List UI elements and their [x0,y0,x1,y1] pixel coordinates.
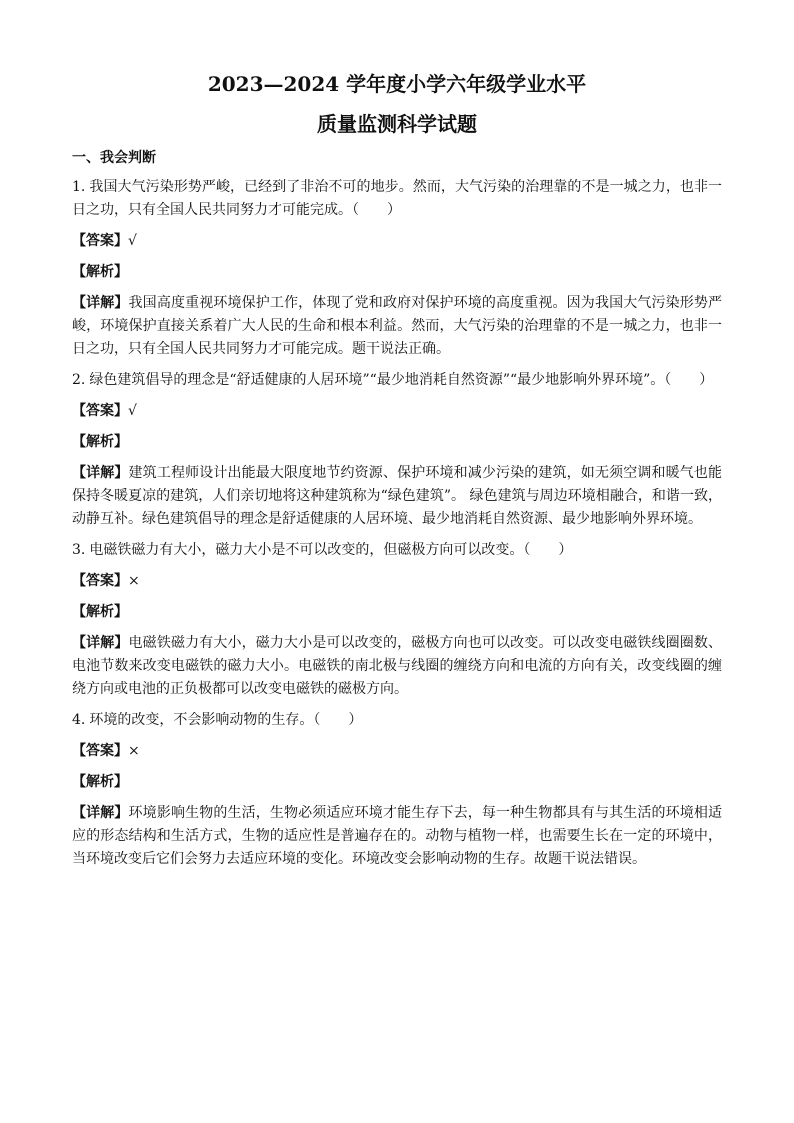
answer-row [72,400,722,423]
question-number: 1. [72,179,86,195]
answer-value: √ [128,403,137,419]
document-content [72,147,722,879]
answer-value: √ [128,233,137,249]
question-block-2 [72,369,722,531]
document-title-line1: 2023—2024 学年度小学六年级学业水平 [207,72,587,96]
answer-label: 【答案】 [72,743,128,759]
document-title-line2: 质量监测科学试题 [317,112,477,136]
detail-row [72,802,722,871]
answer-label: 【答案】 [72,403,128,419]
answer-row [72,740,722,763]
section-heading: 一、我会判断 [72,150,156,166]
analysis-row [72,261,722,284]
detail-label: 【详解】 [72,805,129,821]
question-text: 我国大气污染形势严峻，已经到了非治不可的地步。然而，大气污染的治理靠的不是一城之力，也非一日之功，只有全国人民共同努力才可能完成。（ ） [72,179,722,218]
answer-value: × [128,743,140,759]
analysis-row [72,431,722,454]
detail-label: 【详解】 [72,295,129,311]
detail-row [72,292,722,361]
detail-label: 【详解】 [72,465,129,481]
question-1 [72,176,722,222]
question-number: 2. [72,372,86,388]
question-text: 环境的改变，不会影响动物的生存。（ ） [89,712,363,728]
detail-row [72,632,722,701]
detail-label: 【详解】 [72,635,129,651]
question-text: 电磁铁磁力有大小，磁力大小是不可以改变的，但磁极方向可以改变。（ ） [89,542,573,558]
question-4 [72,709,722,732]
detail-row [72,462,722,531]
question-block-1 [72,176,722,361]
answer-row [72,230,722,253]
question-number: 4. [72,712,86,728]
question-block-3 [72,539,722,701]
analysis-label: 【解析】 [72,774,128,790]
analysis-label: 【解析】 [72,434,128,450]
answer-value: × [128,573,140,589]
detail-text: 我国高度重视环境保护工作，体现了党和政府对保护环境的高度重视。因为我国大气污染形势严峻，环境保护直接关系着广大人民的生命和根本利益。然而，大气污染的治理靠的不是一城之力，也非一日之功，只有全国人民共同努力才可能完成。题干说法正确。 [72,295,723,357]
analysis-row [72,771,722,794]
answer-label: 【答案】 [72,573,128,589]
answer-row [72,570,722,593]
analysis-label: 【解析】 [72,604,128,620]
question-2 [72,369,722,392]
answer-label: 【答案】 [72,233,128,249]
detail-text: 建筑工程师设计出能最大限度地节约资源、保护环境和减少污染的建筑，如无须空调和暖气也能保持冬暖夏凉的建筑，人们亲切地将这种建筑称为“绿色建筑”。 绿色建筑与周边环境相融合，和谐一致，动静互补。绿色建筑倡导的理念是舒适健康的人居环境、最少地消耗自然资源、最少地影响外界环境。 [72,465,723,527]
detail-text: 环境影响生物的生活，生物必须适应环境才能生存下去，每一种生物都具有与其生活的环境相适应的形态结构和生活方式，生物的适应性是普遍存在的。动物与植物一样，也需要生长在一定的环境中，当环境改变后它们会努力去适应环境的变化。环境改变会影响动物的生存。故题干说法错误。 [72,805,723,867]
analysis-label: 【解析】 [72,264,128,280]
analysis-row [72,601,722,624]
question-text: 绿色建筑倡导的理念是“舒适健康的人居环境”“最少地消耗自然资源”“最少地影响外界环境”。（ ） [89,372,714,388]
question-3 [72,539,722,562]
question-block-4 [72,709,722,871]
detail-text: 电磁铁磁力有大小，磁力大小是可以改变的，磁极方向也可以改变。可以改变电磁铁线圈圈数、电池节数来改变电磁铁的磁力大小。电磁铁的南北极与线圈的缠绕方向和电流的方向有关，改变线圈的缠绕方向或电池的正负极都可以改变电磁铁的磁极方向。 [72,635,723,697]
question-number: 3. [72,542,86,558]
